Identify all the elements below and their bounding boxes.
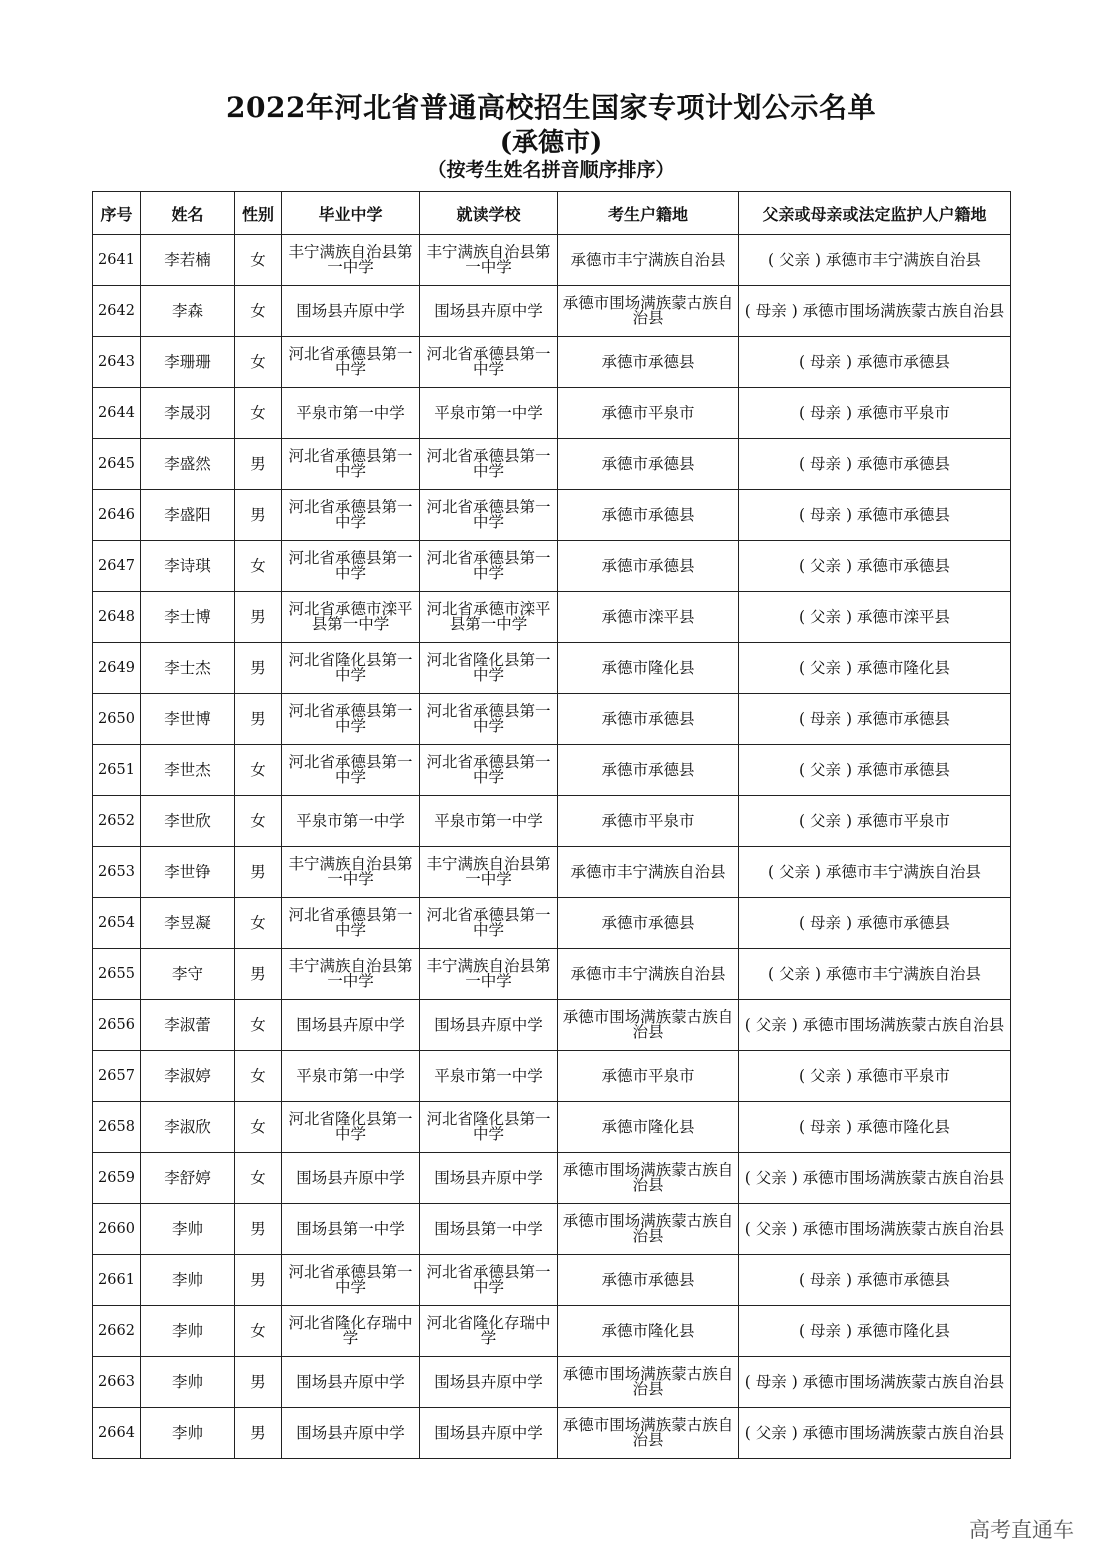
cell-current-school: 河北省承德县第一中学: [420, 439, 558, 490]
cell-guardian-residence: ( 父亲 ) 承德市围场满族蒙古族自治县: [739, 1204, 1011, 1255]
cell-seq: 2651: [93, 745, 141, 796]
table-header-row: [93, 192, 1011, 235]
cell-guardian-residence: ( 父亲 ) 承德市丰宁满族自治县: [739, 235, 1011, 286]
cell-graduated-school: 河北省隆化存瑞中学: [282, 1306, 420, 1357]
cell-current-school: 河北省隆化县第一中学: [420, 1102, 558, 1153]
cell-guardian-residence: ( 父亲 ) 承德市丰宁满族自治县: [739, 949, 1011, 1000]
cell-name: 李森: [141, 286, 235, 337]
cell-seq: 2659: [93, 1153, 141, 1204]
cell-guardian-residence: ( 父亲 ) 承德市丰宁满族自治县: [739, 847, 1011, 898]
cell-student-residence: 承德市丰宁满族自治县: [558, 847, 739, 898]
header-guardian-residence: 父亲或母亲或法定监护人户籍地: [739, 192, 1011, 235]
cell-gender: 女: [235, 1153, 282, 1204]
table-row: [93, 745, 1011, 796]
cell-gender: 女: [235, 796, 282, 847]
header-gender: 性别: [235, 192, 282, 235]
cell-graduated-school: 河北省隆化县第一中学: [282, 643, 420, 694]
table-row: [93, 541, 1011, 592]
header-graduated-school: 毕业中学: [282, 192, 420, 235]
cell-graduated-school: 河北省承德县第一中学: [282, 337, 420, 388]
cell-name: 李昱凝: [141, 898, 235, 949]
cell-graduated-school: 河北省隆化县第一中学: [282, 1102, 420, 1153]
table-row: [93, 1204, 1011, 1255]
cell-gender: 女: [235, 1102, 282, 1153]
cell-graduated-school: 河北省承德县第一中学: [282, 490, 420, 541]
table-row: [93, 694, 1011, 745]
table-row: [93, 337, 1011, 388]
cell-name: 李淑婷: [141, 1051, 235, 1102]
cell-gender: 男: [235, 1357, 282, 1408]
table-row: [93, 796, 1011, 847]
cell-name: 李世杰: [141, 745, 235, 796]
header-seq: 序号: [93, 192, 141, 235]
cell-graduated-school: 河北省承德市滦平县第一中学: [282, 592, 420, 643]
cell-seq: 2642: [93, 286, 141, 337]
table-row: [93, 235, 1011, 286]
cell-guardian-residence: ( 母亲 ) 承德市平泉市: [739, 388, 1011, 439]
cell-seq: 2662: [93, 1306, 141, 1357]
cell-graduated-school: 河北省承德县第一中学: [282, 898, 420, 949]
cell-guardian-residence: ( 母亲 ) 承德市承德县: [739, 1255, 1011, 1306]
cell-guardian-residence: ( 父亲 ) 承德市隆化县: [739, 643, 1011, 694]
cell-graduated-school: 围场县第一中学: [282, 1204, 420, 1255]
cell-student-residence: 承德市围场满族蒙古族自治县: [558, 1000, 739, 1051]
cell-gender: 男: [235, 1255, 282, 1306]
cell-name: 李世铮: [141, 847, 235, 898]
cell-name: 李士杰: [141, 643, 235, 694]
cell-guardian-residence: ( 母亲 ) 承德市隆化县: [739, 1102, 1011, 1153]
cell-student-residence: 承德市隆化县: [558, 643, 739, 694]
cell-seq: 2660: [93, 1204, 141, 1255]
sort-note: （按考生姓名拼音顺序排序）: [427, 159, 675, 181]
cell-guardian-residence: ( 母亲 ) 承德市承德县: [739, 694, 1011, 745]
cell-guardian-residence: ( 母亲 ) 承德市承德县: [739, 439, 1011, 490]
cell-gender: 女: [235, 745, 282, 796]
cell-student-residence: 承德市丰宁满族自治县: [558, 235, 739, 286]
cell-student-residence: 承德市承德县: [558, 490, 739, 541]
table-row: [93, 286, 1011, 337]
cell-graduated-school: 丰宁满族自治县第一中学: [282, 235, 420, 286]
cell-gender: 女: [235, 541, 282, 592]
table-row: [93, 490, 1011, 541]
cell-seq: 2643: [93, 337, 141, 388]
cell-guardian-residence: ( 父亲 ) 承德市滦平县: [739, 592, 1011, 643]
cell-student-residence: 承德市承德县: [558, 337, 739, 388]
header-current-school: 就读学校: [420, 192, 558, 235]
cell-guardian-residence: ( 母亲 ) 承德市承德县: [739, 490, 1011, 541]
cell-name: 李晟羽: [141, 388, 235, 439]
cell-gender: 女: [235, 286, 282, 337]
cell-graduated-school: 河北省承德县第一中学: [282, 1255, 420, 1306]
watermark: 高考直通车: [969, 1518, 1074, 1542]
cell-gender: 女: [235, 1000, 282, 1051]
cell-student-residence: 承德市丰宁满族自治县: [558, 949, 739, 1000]
cell-current-school: 围场县卉原中学: [420, 286, 558, 337]
cell-student-residence: 承德市平泉市: [558, 796, 739, 847]
cell-student-residence: 承德市围场满族蒙古族自治县: [558, 1408, 739, 1459]
table-row: [93, 1408, 1011, 1459]
cell-seq: 2652: [93, 796, 141, 847]
cell-student-residence: 承德市承德县: [558, 541, 739, 592]
cell-current-school: 河北省承德县第一中学: [420, 898, 558, 949]
cell-student-residence: 承德市承德县: [558, 439, 739, 490]
cell-name: 李世博: [141, 694, 235, 745]
cell-student-residence: 承德市滦平县: [558, 592, 739, 643]
cell-graduated-school: 河北省承德县第一中学: [282, 541, 420, 592]
table-row: [93, 388, 1011, 439]
cell-name: 李珊珊: [141, 337, 235, 388]
cell-name: 李若楠: [141, 235, 235, 286]
cell-guardian-residence: ( 父亲 ) 承德市平泉市: [739, 796, 1011, 847]
cell-current-school: 围场县第一中学: [420, 1204, 558, 1255]
cell-graduated-school: 围场县卉原中学: [282, 286, 420, 337]
cell-current-school: 平泉市第一中学: [420, 388, 558, 439]
cell-gender: 男: [235, 694, 282, 745]
cell-graduated-school: 围场县卉原中学: [282, 1153, 420, 1204]
cell-current-school: 河北省承德市滦平县第一中学: [420, 592, 558, 643]
cell-seq: 2644: [93, 388, 141, 439]
cell-graduated-school: 围场县卉原中学: [282, 1357, 420, 1408]
cell-graduated-school: 河北省承德县第一中学: [282, 745, 420, 796]
cell-guardian-residence: ( 父亲 ) 承德市围场满族蒙古族自治县: [739, 1408, 1011, 1459]
cell-graduated-school: 围场县卉原中学: [282, 1408, 420, 1459]
cell-student-residence: 承德市平泉市: [558, 388, 739, 439]
table-row: [93, 439, 1011, 490]
table-row: [93, 847, 1011, 898]
cell-seq: 2654: [93, 898, 141, 949]
table-row: [93, 643, 1011, 694]
cell-guardian-residence: ( 父亲 ) 承德市承德县: [739, 541, 1011, 592]
cell-name: 李盛然: [141, 439, 235, 490]
cell-name: 李诗琪: [141, 541, 235, 592]
cell-student-residence: 承德市围场满族蒙古族自治县: [558, 286, 739, 337]
cell-seq: 2648: [93, 592, 141, 643]
table-row: [93, 592, 1011, 643]
cell-graduated-school: 平泉市第一中学: [282, 796, 420, 847]
cell-guardian-residence: ( 父亲 ) 承德市平泉市: [739, 1051, 1011, 1102]
cell-graduated-school: 丰宁满族自治县第一中学: [282, 847, 420, 898]
cell-graduated-school: 河北省承德县第一中学: [282, 694, 420, 745]
cell-student-residence: 承德市平泉市: [558, 1051, 739, 1102]
cell-current-school: 河北省承德县第一中学: [420, 541, 558, 592]
cell-graduated-school: 平泉市第一中学: [282, 388, 420, 439]
cell-gender: 女: [235, 1051, 282, 1102]
cell-seq: 2658: [93, 1102, 141, 1153]
cell-seq: 2655: [93, 949, 141, 1000]
cell-seq: 2641: [93, 235, 141, 286]
cell-gender: 女: [235, 1306, 282, 1357]
cell-seq: 2663: [93, 1357, 141, 1408]
table-row: [93, 1000, 1011, 1051]
cell-name: 李帅: [141, 1204, 235, 1255]
cell-name: 李帅: [141, 1255, 235, 1306]
cell-gender: 男: [235, 490, 282, 541]
cell-current-school: 河北省承德县第一中学: [420, 1255, 558, 1306]
cell-name: 李淑欣: [141, 1102, 235, 1153]
cell-guardian-residence: ( 母亲 ) 承德市围场满族蒙古族自治县: [739, 286, 1011, 337]
cell-seq: 2657: [93, 1051, 141, 1102]
cell-student-residence: 承德市承德县: [558, 898, 739, 949]
cell-current-school: 围场县卉原中学: [420, 1153, 558, 1204]
cell-gender: 女: [235, 337, 282, 388]
cell-graduated-school: 河北省承德县第一中学: [282, 439, 420, 490]
cell-gender: 男: [235, 949, 282, 1000]
cell-name: 李士博: [141, 592, 235, 643]
cell-seq: 2645: [93, 439, 141, 490]
table-row: [93, 1306, 1011, 1357]
cell-student-residence: 承德市隆化县: [558, 1102, 739, 1153]
cell-current-school: 围场县卉原中学: [420, 1000, 558, 1051]
cell-seq: 2647: [93, 541, 141, 592]
cell-name: 李淑蕾: [141, 1000, 235, 1051]
cell-current-school: 丰宁满族自治县第一中学: [420, 235, 558, 286]
cell-gender: 男: [235, 847, 282, 898]
cell-name: 李舒婷: [141, 1153, 235, 1204]
cell-gender: 男: [235, 592, 282, 643]
cell-current-school: 河北省隆化存瑞中学: [420, 1306, 558, 1357]
table-row: [93, 949, 1011, 1000]
cell-gender: 女: [235, 388, 282, 439]
cell-guardian-residence: ( 母亲 ) 承德市承德县: [739, 898, 1011, 949]
cell-seq: 2653: [93, 847, 141, 898]
cell-student-residence: 承德市围场满族蒙古族自治县: [558, 1357, 739, 1408]
cell-name: 李世欣: [141, 796, 235, 847]
cell-gender: 男: [235, 439, 282, 490]
cell-gender: 男: [235, 1204, 282, 1255]
table-row: [93, 1357, 1011, 1408]
cell-gender: 男: [235, 1408, 282, 1459]
cell-guardian-residence: ( 母亲 ) 承德市承德县: [739, 337, 1011, 388]
table-row: [93, 1255, 1011, 1306]
cell-seq: 2656: [93, 1000, 141, 1051]
cell-graduated-school: 丰宁满族自治县第一中学: [282, 949, 420, 1000]
cell-name: 李盛阳: [141, 490, 235, 541]
cell-guardian-residence: ( 母亲 ) 承德市围场满族蒙古族自治县: [739, 1357, 1011, 1408]
cell-guardian-residence: ( 父亲 ) 承德市围场满族蒙古族自治县: [739, 1153, 1011, 1204]
cell-student-residence: 承德市围场满族蒙古族自治县: [558, 1153, 739, 1204]
table-row: [93, 1051, 1011, 1102]
cell-current-school: 平泉市第一中学: [420, 1051, 558, 1102]
cell-current-school: 河北省隆化县第一中学: [420, 643, 558, 694]
cell-guardian-residence: ( 父亲 ) 承德市围场满族蒙古族自治县: [739, 1000, 1011, 1051]
cell-graduated-school: 围场县卉原中学: [282, 1000, 420, 1051]
cell-name: 李帅: [141, 1306, 235, 1357]
cell-seq: 2661: [93, 1255, 141, 1306]
table-body: [93, 235, 1011, 1459]
header-student-residence: 考生户籍地: [558, 192, 739, 235]
cell-student-residence: 承德市承德县: [558, 1255, 739, 1306]
cell-seq: 2650: [93, 694, 141, 745]
cell-gender: 女: [235, 235, 282, 286]
cell-current-school: 河北省承德县第一中学: [420, 745, 558, 796]
cell-current-school: 河北省承德县第一中学: [420, 337, 558, 388]
cell-current-school: 围场县卉原中学: [420, 1408, 558, 1459]
cell-student-residence: 承德市承德县: [558, 745, 739, 796]
cell-student-residence: 承德市围场满族蒙古族自治县: [558, 1204, 739, 1255]
page-title: 2022年河北省普通高校招生国家专项计划公示名单: [226, 91, 876, 124]
header-name: 姓名: [141, 192, 235, 235]
cell-current-school: 丰宁满族自治县第一中学: [420, 847, 558, 898]
cell-student-residence: 承德市承德县: [558, 694, 739, 745]
cell-seq: 2649: [93, 643, 141, 694]
cell-guardian-residence: ( 母亲 ) 承德市隆化县: [739, 1306, 1011, 1357]
cell-current-school: 河北省承德县第一中学: [420, 490, 558, 541]
table-row: [93, 898, 1011, 949]
table-row: [93, 1153, 1011, 1204]
cell-current-school: 围场县卉原中学: [420, 1357, 558, 1408]
cell-gender: 男: [235, 643, 282, 694]
cell-seq: 2664: [93, 1408, 141, 1459]
cell-name: 李守: [141, 949, 235, 1000]
cell-name: 李帅: [141, 1357, 235, 1408]
cell-name: 李帅: [141, 1408, 235, 1459]
cell-seq: 2646: [93, 490, 141, 541]
cell-graduated-school: 平泉市第一中学: [282, 1051, 420, 1102]
cell-current-school: 平泉市第一中学: [420, 796, 558, 847]
cell-current-school: 河北省承德县第一中学: [420, 694, 558, 745]
cell-student-residence: 承德市隆化县: [558, 1306, 739, 1357]
cell-guardian-residence: ( 父亲 ) 承德市承德县: [739, 745, 1011, 796]
cell-current-school: 丰宁满族自治县第一中学: [420, 949, 558, 1000]
page-subtitle: (承德市): [499, 128, 603, 158]
roster-table: [92, 191, 1011, 1459]
table-row: [93, 1102, 1011, 1153]
cell-gender: 女: [235, 898, 282, 949]
